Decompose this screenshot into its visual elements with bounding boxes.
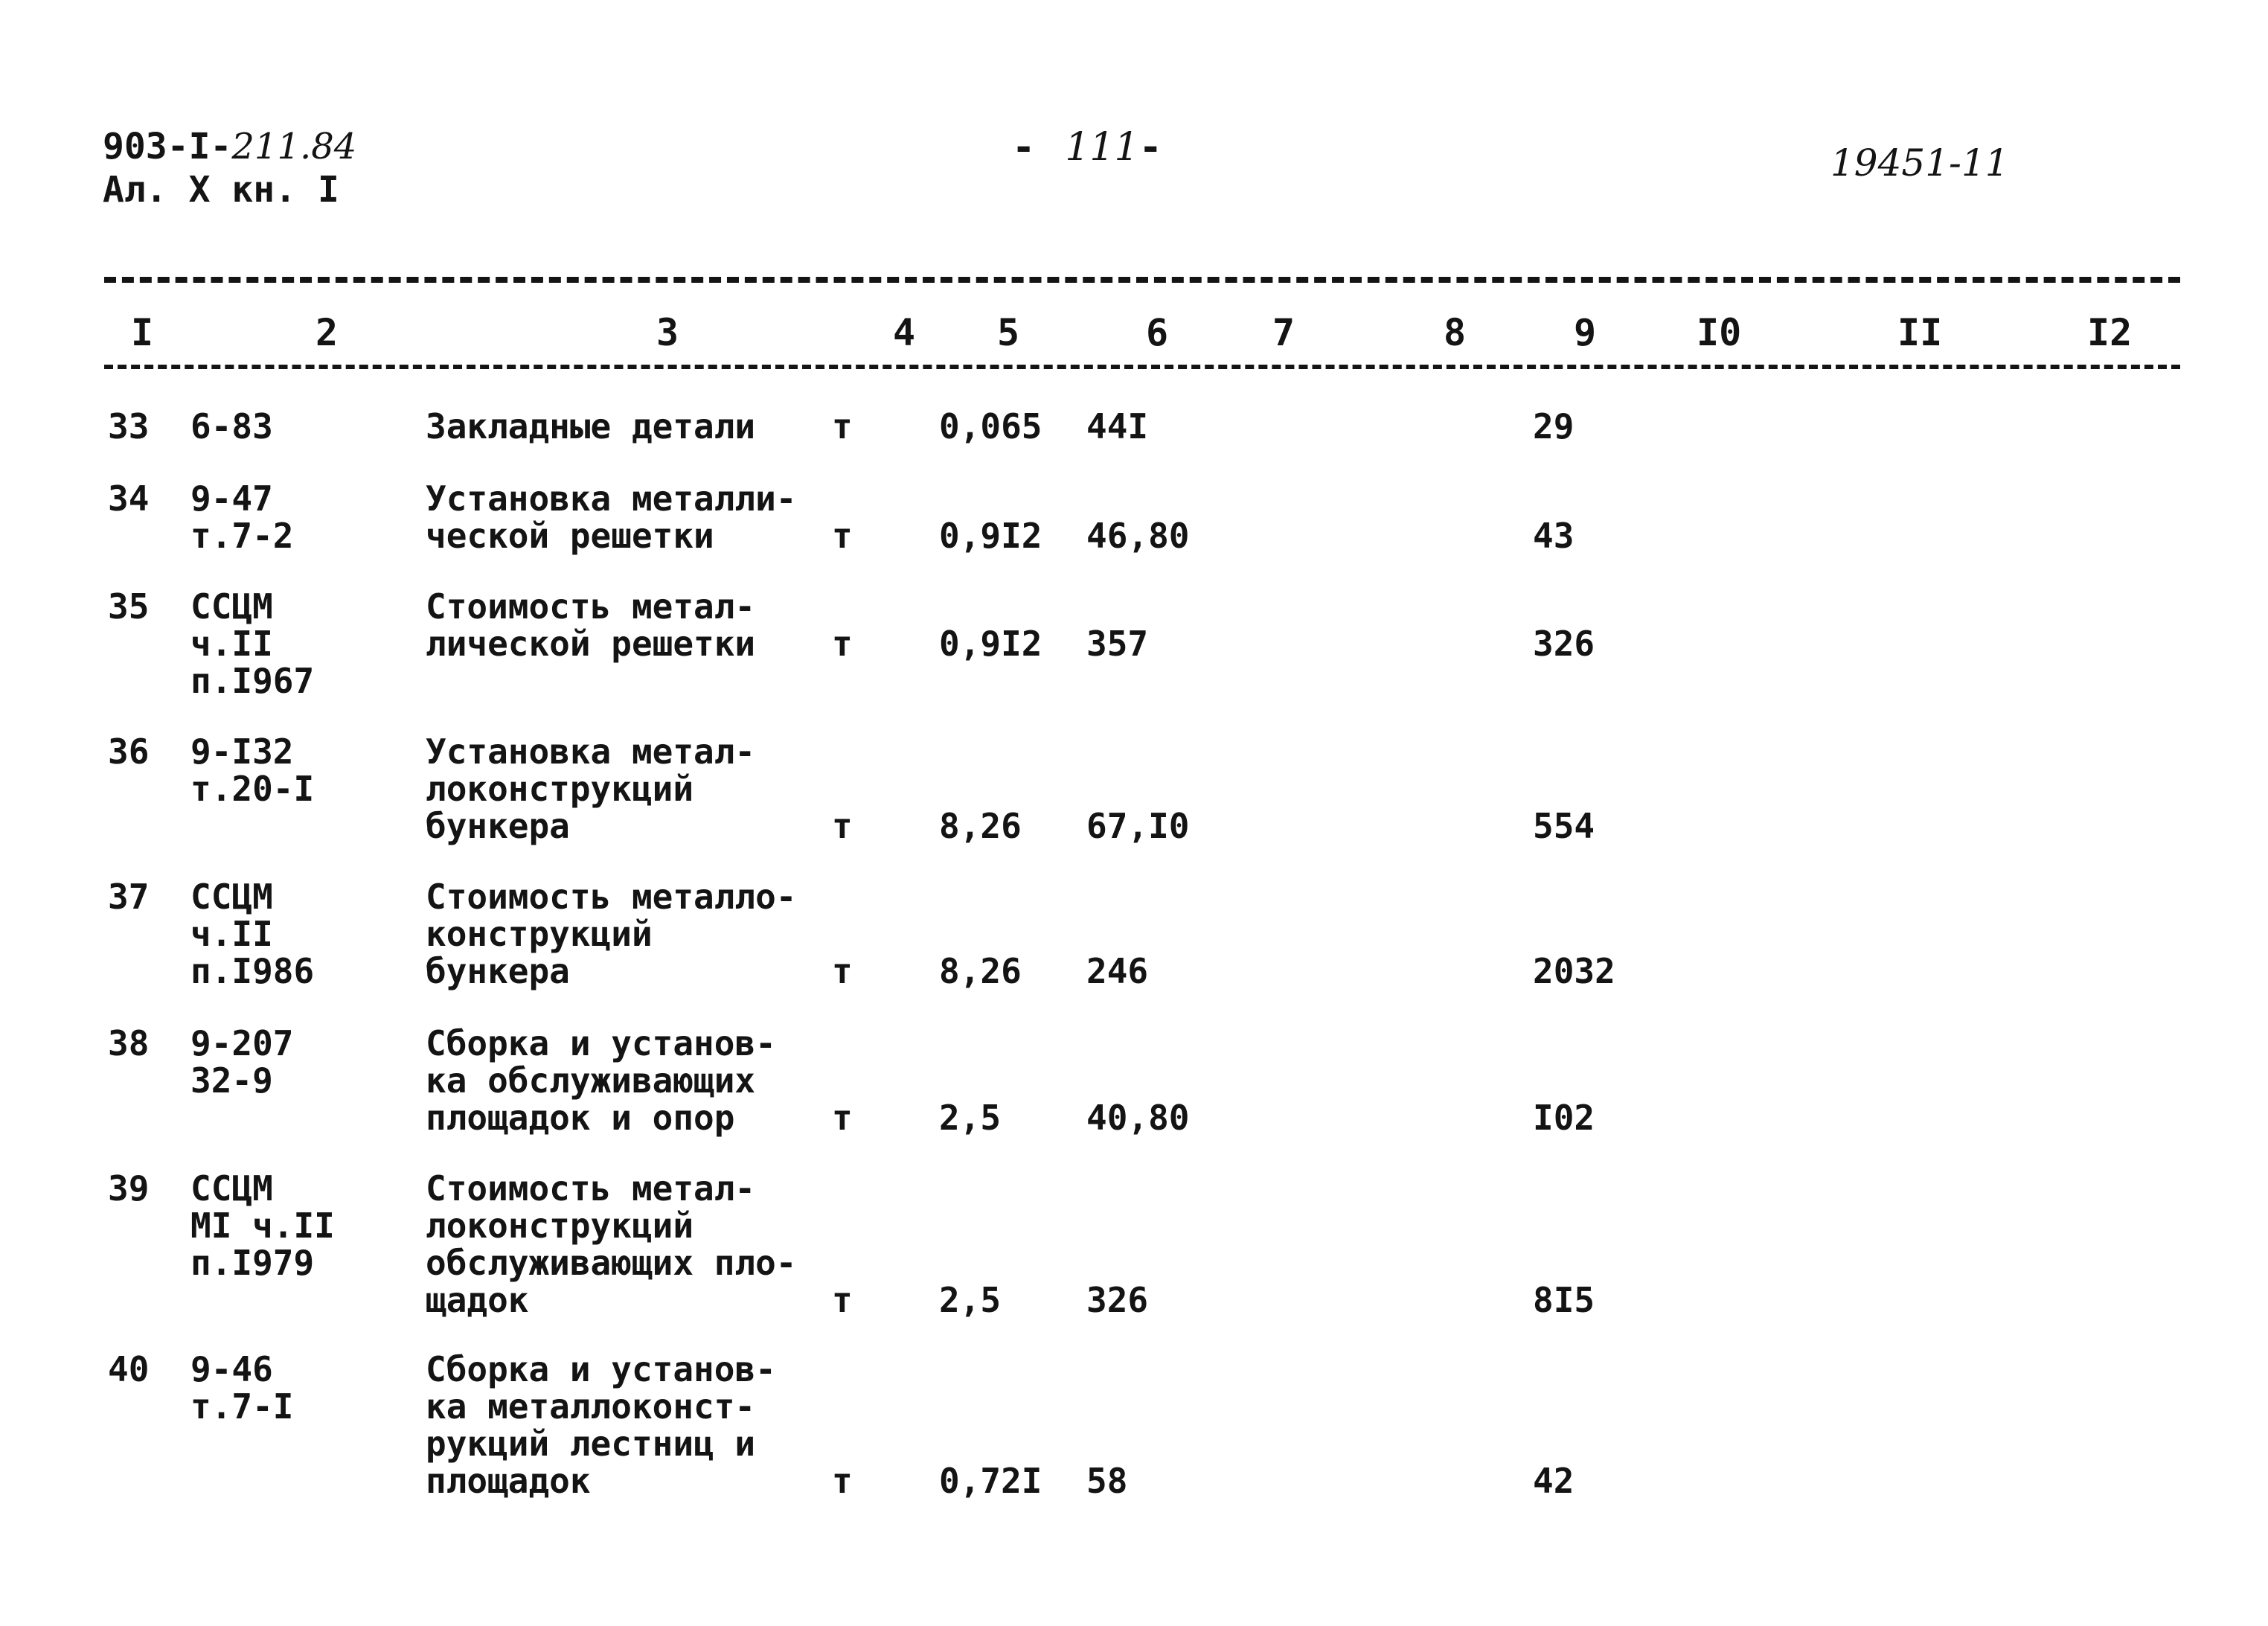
row-quantity: 0,9I2: [939, 516, 1042, 556]
row-unit-price: 46,80: [1086, 516, 1190, 556]
column-number: 6: [1146, 311, 1169, 354]
column-number: I2: [2087, 311, 2133, 354]
page-dash-left: -: [1012, 125, 1066, 170]
row-position: 37: [108, 877, 150, 917]
row-total: 43: [1533, 516, 1575, 556]
row-position: 35: [108, 586, 150, 627]
row-unit: т: [832, 516, 853, 556]
column-number: 4: [893, 311, 916, 354]
row-name: Закладные детали: [426, 406, 756, 446]
page-dash-right: -: [1138, 125, 1192, 170]
row-total: 29: [1533, 406, 1575, 446]
row-position: 38: [108, 1023, 150, 1063]
row-unit-price: 44I: [1086, 406, 1149, 446]
column-number: 9: [1574, 311, 1597, 354]
column-number: 7: [1272, 311, 1295, 354]
row-total: I02: [1533, 1098, 1595, 1138]
page-number-block: [1012, 125, 1192, 170]
document-code: [103, 125, 356, 211]
row-code: ССЦМ ч.II п.I986: [190, 877, 315, 991]
row-code: ССЦМ MI ч.II п.I979: [190, 1168, 335, 1283]
row-name: Установка металли- ческой решетки: [426, 478, 797, 556]
row-unit-price: 40,80: [1086, 1098, 1190, 1138]
row-unit: т: [832, 1280, 853, 1320]
row-position: 36: [108, 732, 150, 772]
row-total: 42: [1533, 1461, 1575, 1501]
row-quantity: 0,72I: [939, 1461, 1042, 1501]
row-quantity: 2,5: [939, 1280, 1002, 1320]
row-position: 33: [108, 406, 150, 446]
row-total: 554: [1533, 806, 1595, 846]
row-unit: т: [832, 1461, 853, 1501]
table-top-rule: [104, 277, 2180, 283]
page-number: 111: [1065, 125, 1139, 170]
archive-number: 19451-11: [1830, 141, 2009, 185]
row-quantity: 0,9I2: [939, 624, 1042, 664]
row-code: 9-47 т.7-2: [190, 478, 294, 556]
row-unit-price: 246: [1086, 951, 1149, 991]
row-unit: т: [832, 406, 853, 446]
column-number: 8: [1444, 311, 1467, 354]
column-number-row: [104, 305, 2180, 369]
row-quantity: 2,5: [939, 1098, 1002, 1138]
row-code: 6-83: [190, 406, 273, 446]
column-number: 5: [997, 311, 1020, 354]
row-code: 9-I32 т.20-I: [190, 732, 315, 809]
row-code: 9-46 т.7-I: [190, 1349, 294, 1427]
row-total: 2032: [1533, 951, 1615, 991]
document-code-line: [103, 125, 356, 168]
row-name: Стоимость метал- лической решетки: [426, 586, 756, 664]
row-unit: т: [832, 951, 853, 991]
row-name: Установка метал- локонструкций бункера: [426, 732, 756, 846]
row-unit-price: 326: [1086, 1280, 1149, 1320]
row-name: Сборка и установ- ка обслуживающих площадок и опор: [426, 1023, 776, 1138]
row-quantity: 8,26: [939, 951, 1022, 991]
row-position: 39: [108, 1168, 150, 1209]
row-quantity: 8,26: [939, 806, 1022, 846]
row-unit-price: 58: [1086, 1461, 1128, 1501]
column-number: I0: [1697, 311, 1742, 354]
column-number: 2: [315, 311, 339, 354]
row-name: Стоимость метал- локонструкций обслуживающих пло- щадок: [426, 1168, 797, 1320]
row-quantity: 0,065: [939, 406, 1042, 446]
column-number: 3: [656, 311, 679, 354]
row-total: 8I5: [1533, 1280, 1595, 1320]
row-unit-price: 357: [1086, 624, 1149, 664]
row-name: Стоимость металло- конструкций бункера: [426, 877, 797, 991]
row-total: 326: [1533, 624, 1595, 664]
row-code: 9-207 32-9: [190, 1023, 294, 1101]
row-position: 34: [108, 478, 150, 519]
column-number: I: [131, 311, 154, 354]
album-line: Ал. X кн. I: [103, 169, 339, 211]
row-unit: т: [832, 1098, 853, 1138]
document-code-prefix: 903-I-: [103, 126, 232, 167]
row-unit: т: [832, 806, 853, 846]
column-number: II: [1897, 311, 1943, 354]
row-unit-price: 67,I0: [1086, 806, 1190, 846]
row-position: 40: [108, 1349, 150, 1389]
row-name: Сборка и установ- ка металлоконст- рукций лестниц и площадок: [426, 1349, 776, 1501]
document-code-handwritten: 211.84: [231, 126, 357, 167]
row-unit: т: [832, 624, 853, 664]
row-code: ССЦМ ч.II п.I967: [190, 586, 315, 701]
